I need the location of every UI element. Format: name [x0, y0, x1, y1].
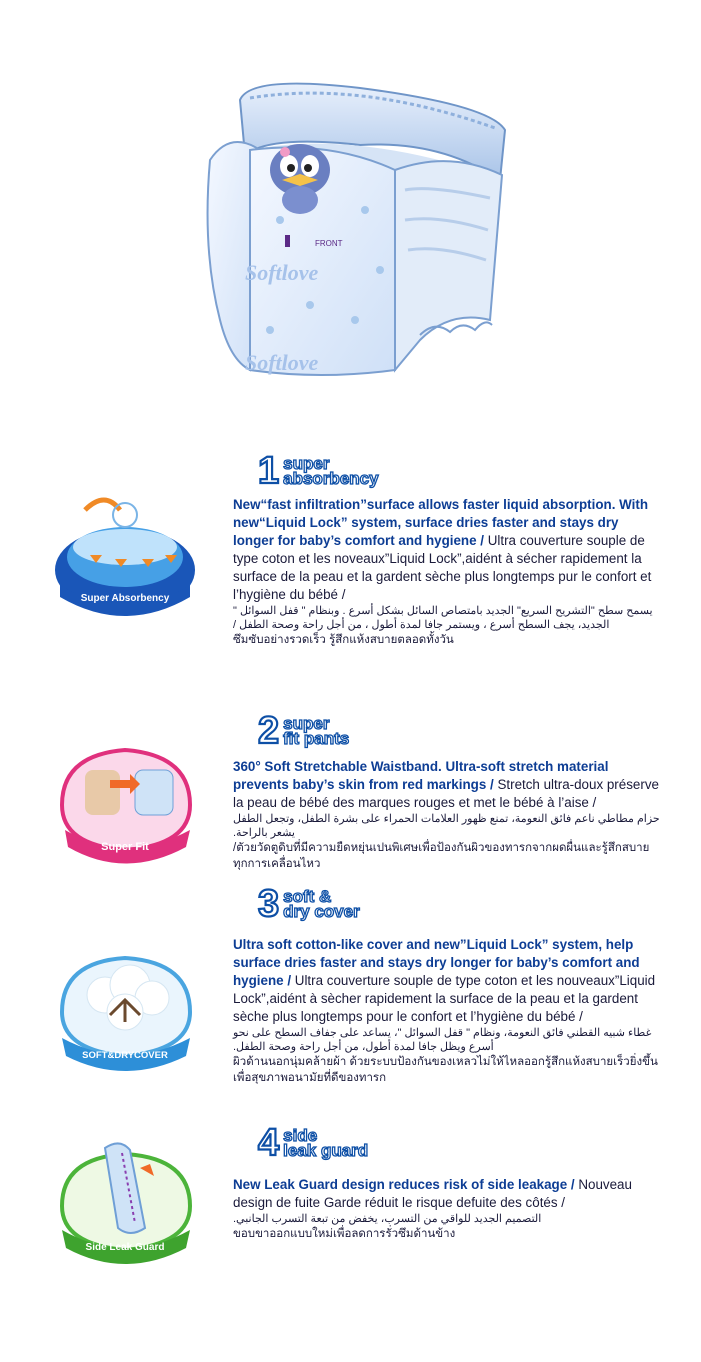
badge-label: Side Leak Guard — [85, 1242, 165, 1253]
french-text: Stretch ultra-doux préserve la peau de bébé des marques rouges et met le bébé à l’aise / — [233, 777, 659, 810]
arabic-text: يسمح سطح "التشريح السريع" الجديد بامتصاص السائل بشكل أسرع . وبنظام " قفل السوائل " الجديد، يجف السطح أسرع ، ويستمر جافا لمدة أطول ، من أجل راحة وصحة الطفل / — [233, 605, 653, 631]
feature-title-line1: super — [283, 454, 330, 473]
badge-label: Super Absorbency — [80, 593, 170, 604]
arabic-text: حزام مطاطي ناعم فائق النعومة، تمنع ظهور العلامات الحمراء على بشرة الطفل، وتجعل الطفل يشعر بالراحة. — [233, 813, 660, 839]
arabic-text: التصميم الجديد للواقي من التسرب، يخفض من تبعة التسرب الجانبي. — [233, 1213, 542, 1225]
feature-description — [233, 936, 663, 1086]
feature-description — [233, 758, 663, 872]
front-label: FRONT — [315, 239, 343, 248]
feature-number: 4 — [258, 1122, 280, 1164]
feature-heading — [258, 885, 360, 923]
feature-number: 1 — [258, 450, 280, 492]
side-leak-guard-badge — [50, 1128, 200, 1268]
english-text: New Leak Guard design reduces risk of side leakage / — [233, 1177, 575, 1192]
brand-logo: Softlove — [245, 260, 319, 285]
feature-title-line2: leak guard — [283, 1141, 369, 1160]
feature-description — [233, 496, 663, 648]
brand-logo-bottom: Softlove — [245, 350, 319, 375]
feature-title-line2: dry cover — [283, 902, 360, 921]
arabic-text: غطاء شبيه القطني فائق النعومة، ونظام " قفل السوائل "، يساعد على جفاف السطح على نحو أسرع ويظل جافا لمدة أطول، من أجل راحة وصحة الطفل. — [233, 1027, 652, 1053]
english-text: New“fast infiltration”surface allows faster liquid absorption. With new“Liquid Lock” system, surface dries faster and stays dry longer for baby’s comfort and hygiene / — [233, 497, 649, 548]
feature-title-line1: side — [283, 1126, 318, 1145]
badge-label: SOFT&DRYCOVER — [82, 1050, 168, 1061]
super-absorbency-badge — [50, 485, 200, 625]
badge-label: Super Fit — [101, 841, 149, 853]
feature-number: 2 — [258, 710, 280, 752]
feature-description — [233, 1176, 663, 1242]
thai-text: ขอบขาออกแบบใหม่เพื่อลดการรั่วซึมด้านข้าง — [233, 1228, 456, 1240]
french-text: Nouveau design de fuite Garde réduit le risque defuite des côtés / — [233, 1177, 632, 1210]
diaper-pants-illustration — [190, 70, 520, 390]
english-text: Ultra soft cotton-like cover and new”Liquid Lock” system, help surface dries faster and stays dry longer for baby’s comfort and hygiene / — [233, 937, 640, 988]
feature-heading — [258, 712, 349, 750]
thai-text: ซึมซับอย่างรวดเร็ว รู้สึกแห้งสบายตลอดทั้งวัน — [233, 634, 454, 646]
feature-title-line1: soft & — [283, 887, 332, 906]
super-fit-badge — [50, 735, 200, 875]
english-text: 360° Soft Stretchable Waistband. Ultra-soft stretch material prevents baby’s skin from red markings / — [233, 759, 609, 792]
feature-heading — [258, 1124, 368, 1162]
feature-title-line2: absorbency — [283, 469, 379, 488]
thai-text: ผิวด้านนอกนุ่มคล้ายผ้า ด้วยระบบป้องกันของเหลวไม่ให้ไหลออกรู้สึกแห้งสบายเร็วยิ่งขึ้น เพื่อสุขภาพอนามัยที่ดีของทารก — [233, 1056, 658, 1084]
french-text: Ultra couverture souple de type coton et les noveaux”Liquid Lock”,aidént à sécher rapidement la surface de la peau et la gardent sèche plus longtemps pur le confort et l’hygiène du bébé / — [233, 533, 652, 602]
feature-title-line2: fit pants — [283, 729, 350, 748]
french-text: Ultra couverture souple de type coton et les nouveaux”Liquid Lock”,aidént à sècher rapidement la surface de la peau et la gardent sèche plus longtemps pour le confort et l’hygiène du bébé / — [233, 973, 656, 1024]
feature-title-line1: super — [283, 714, 330, 733]
feature-heading — [258, 452, 379, 490]
soft-dry-cover-badge — [50, 940, 200, 1080]
feature-number: 3 — [258, 883, 280, 925]
thai-text: /ตัวยวัดตูดิบที่มีความยืดหยุ่นเปนพิเศษเพื่อป้องกันผิวของทารกจากผดผื่นและรู้สึกสบายทุกการเคลื่อนไหว — [233, 842, 650, 870]
